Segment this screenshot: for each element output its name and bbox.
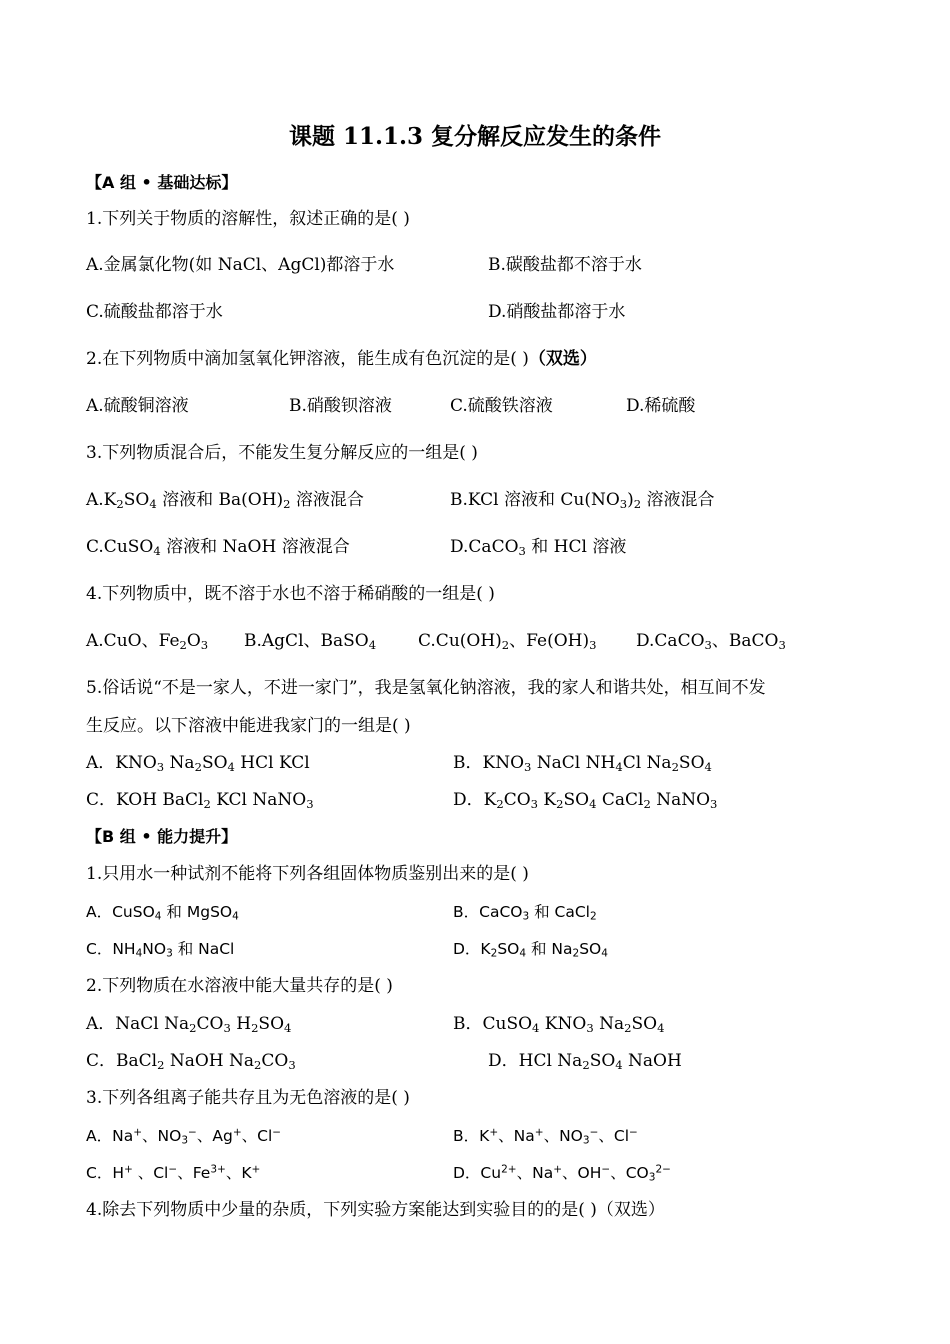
b-q3-option-a: A．Na+、$NO_3^-$、Ag+、Cl−: [86, 1126, 282, 1147]
a-q4-stem: 4.下列物质中，既不溶于水也不溶于稀硝酸的一组是( ): [86, 584, 495, 604]
a-q1-stem: 1.下列关于物质的溶解性，叙述正确的是( ): [86, 209, 410, 229]
b-q1-option-d: D．$K_2SO_4$ 和 $Na_2SO_4$: [453, 940, 608, 960]
a-q2-option-a: A.硫酸铜溶液: [86, 396, 189, 416]
a-q4-option-d: D.CaCO$_3$、BaCO$_3$: [636, 631, 786, 652]
b-q1-stem: 1.只用水一种试剂不能将下列各组固体物质鉴别出来的是( ): [86, 864, 529, 884]
b-q1-option-c: C．$NH_4NO_3$ 和 NaCl: [86, 940, 235, 960]
a-q2-stem-text: 2.在下列物质中滴加氢氧化钾溶液，能生成有色沉淀的是( ): [86, 349, 529, 369]
a-q3-option-b: B.KCl 溶液和 $Cu(NO_3)_2$ 溶液混合: [450, 490, 715, 511]
b-q2-option-d: D．HCl $Na_2SO_4$ NaOH: [488, 1051, 682, 1072]
group-a-header: 【A 组 • 基础达标】: [86, 173, 238, 192]
a-q5-stem-line1: 5.俗话说“不是一家人，不进一家门”，我是氢氧化钠溶液，我的家人和谐共处，相互间不发: [86, 678, 766, 698]
a-q3-option-c: C.CuSO$_4$ 溶液和 NaOH 溶液混合: [86, 537, 350, 558]
b-q2-option-a: A．NaCl $Na_2CO_3$ $H_2SO_4$: [86, 1014, 292, 1035]
b-q1-option-a: A．CuSO$_4$ 和 MgSO$_4$: [86, 903, 239, 923]
a-q1-option-b: B.碳酸盐都不溶于水: [488, 255, 642, 275]
page-title: 课题 11.1.3 复分解反应发生的条件: [288, 123, 662, 150]
a-q5-stem-line2: 生反应。以下溶液中能进我家门的一组是( ): [86, 716, 411, 736]
a-q4-option-a: A.CuO、$Fe_2O_3$: [86, 631, 209, 652]
a-q2-tag: （双选）: [528, 349, 597, 369]
a-q5-option-b: B．$KNO_3$ NaCl $NH_4Cl$ $Na_2SO_4$: [453, 753, 712, 774]
b-q2-option-b: B．CuSO$_4$ $KNO_3$ $Na_2SO_4$: [453, 1014, 665, 1035]
a-q5-option-a: A．$KNO_3$ $Na_2SO_4$ HCl KCl: [86, 753, 310, 774]
a-q2-option-d: D.稀硫酸: [626, 396, 696, 416]
a-q2-option-c: C.硫酸铁溶液: [450, 396, 553, 416]
group-b-header: 【B 组 • 能力提升】: [86, 827, 238, 846]
b-q3-option-b: B．K+、Na+、$NO_3^-$、Cl−: [453, 1126, 638, 1147]
a-q3-option-d: D.CaCO$_3$ 和 HCl 溶液: [450, 537, 627, 558]
a-q3-option-a: $A.K_2SO_4$ 溶液和 $Ba(OH)_2$ 溶液混合: [86, 490, 364, 511]
a-q1-option-c: C.硫酸盐都溶于水: [86, 302, 223, 322]
b-q3-option-d: D．$Cu^{2+}$、Na+、OH−、$CO_3^{2-}$: [453, 1163, 671, 1184]
b-q2-stem: 2.下列物质在水溶液中能大量共存的是( ): [86, 976, 393, 996]
a-q1-option-a: A.金属氯化物(如 NaCl、AgCl)都溶于水: [86, 255, 395, 275]
b-q3-stem: 3.下列各组离子能共存且为无色溶液的是( ): [86, 1088, 410, 1108]
b-q2-option-c: C．BaCl$_2$ NaOH $Na_2CO_3$: [86, 1051, 296, 1072]
a-q4-option-c: $C.Cu(OH)_2$、$Fe(OH)_3$: [418, 631, 597, 652]
a-q1-option-d: D.硝酸盐都溶于水: [488, 302, 626, 322]
b-q4-stem: 4.除去下列物质中少量的杂质，下列实验方案能达到实验目的的是( )（双选）: [86, 1200, 665, 1220]
a-q2-stem: [86, 348, 597, 370]
a-q5-option-c: C．KOH BaCl$_2$ KCl NaNO$_3$: [86, 790, 314, 811]
a-q4-option-b: B.AgCl、BaSO$_4$: [244, 631, 377, 652]
a-q3-stem: 3.下列物质混合后，不能发生复分解反应的一组是( ): [86, 443, 478, 463]
b-q1-option-b: B．CaCO$_3$ 和 CaCl$_2$: [453, 903, 597, 923]
b-q3-option-c: C．H+ 、Cl−、$Fe^{3+}$、K+: [86, 1163, 261, 1182]
a-q2-option-b: B.硝酸钡溶液: [289, 396, 392, 416]
a-q5-option-d: D．$K_2CO_3$ $K_2SO_4$ CaCl$_2$ NaNO$_3$: [453, 790, 718, 811]
